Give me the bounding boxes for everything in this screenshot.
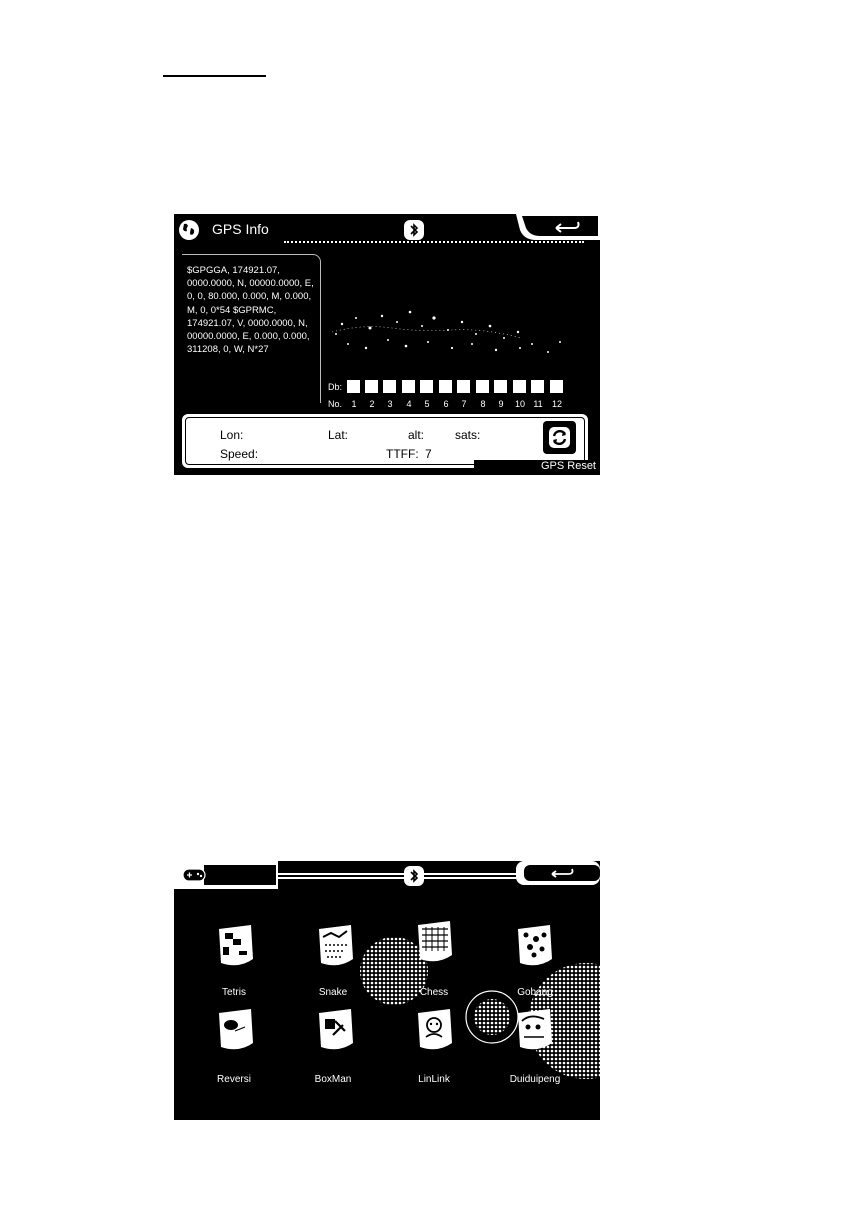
chess-icon[interactable]	[410, 919, 456, 965]
gps-reset-label: GPS Reset	[540, 460, 596, 472]
title-bar	[174, 214, 600, 244]
gps-info-screen	[174, 214, 600, 475]
signal-bar	[365, 380, 378, 393]
channel-number: 12	[551, 399, 562, 409]
game-label-snake[interactable]: Snake	[318, 987, 348, 998]
lat-label: Lat:	[328, 428, 349, 442]
game-label-duiduipeng[interactable]: Duiduipeng	[509, 1074, 561, 1085]
signal-bar	[439, 380, 452, 393]
signal-bar	[476, 380, 489, 393]
channel-number: 9	[498, 399, 504, 409]
lon-label: Lon:	[220, 428, 244, 442]
signal-bar	[347, 380, 360, 393]
no-label: No.	[328, 399, 343, 409]
channel-number: 1	[351, 399, 357, 409]
channel-number: 7	[461, 399, 467, 409]
snake-icon[interactable]	[311, 923, 357, 969]
game-label-tetris[interactable]: Tetris	[222, 987, 246, 998]
channel-number: 3	[387, 399, 393, 409]
gps-reset-button[interactable]	[543, 421, 576, 454]
title-bar-dots	[284, 241, 584, 243]
ttff-label: TTFF:	[386, 447, 419, 461]
linlink-icon[interactable]	[410, 1007, 456, 1053]
channel-number: 5	[424, 399, 430, 409]
channel-number: 6	[443, 399, 449, 409]
signal-bar	[531, 380, 544, 393]
channel-number: 8	[480, 399, 486, 409]
refresh-icon	[543, 421, 576, 454]
alt-label: alt:	[408, 428, 425, 442]
reversi-icon[interactable]	[211, 1007, 257, 1053]
tetris-icon[interactable]	[211, 923, 257, 969]
globe-icon[interactable]	[178, 219, 200, 241]
signal-bar	[513, 380, 526, 393]
screen-title: GPS Info	[212, 221, 269, 237]
channel-number: 2	[369, 399, 375, 409]
bluetooth-icon[interactable]	[403, 219, 425, 241]
nmea-text: $GPGGA, 174921.07, 0000.0000, N, 00000.0000, E, 0, 0, 80.000, 0.000, M, 0.000, M, 0, 0*54 $GPRMC, 174921.07, V, 0000.0000, N, 00000.0000, E, 0.000, 0.000, 311208, 0, W, N*27	[187, 265, 314, 356]
game-label-reversi[interactable]: Reversi	[217, 1074, 251, 1085]
ttff-value: 7	[425, 447, 432, 461]
top-rule	[163, 75, 266, 77]
channel-number: 10	[514, 399, 525, 409]
game-label-boxman[interactable]: BoxMan	[314, 1074, 352, 1085]
games-screen	[174, 861, 600, 1120]
signal-bar	[550, 380, 563, 393]
signal-bar	[383, 380, 396, 393]
boxman-icon[interactable]	[311, 1007, 357, 1053]
duiduipeng-icon[interactable]	[510, 1007, 556, 1053]
satellite-sky-view	[322, 304, 572, 364]
game-label-linlink[interactable]: LinLink	[418, 1074, 450, 1085]
signal-bar	[420, 380, 433, 393]
channel-number: 11	[533, 399, 543, 409]
signal-bar	[457, 380, 470, 393]
game-label-chess[interactable]: Chess	[419, 987, 449, 998]
game-label-gobang[interactable]: Gobang	[517, 987, 553, 998]
signal-bar	[494, 380, 507, 393]
db-label: Db:	[328, 382, 343, 392]
channel-number: 4	[406, 399, 412, 409]
sats-label: sats:	[455, 428, 481, 442]
gobang-icon[interactable]	[510, 923, 556, 969]
gps-reset-strip[interactable]	[474, 460, 600, 475]
back-button[interactable]	[516, 214, 600, 240]
signal-bar	[402, 380, 415, 393]
speed-label: Speed:	[220, 447, 259, 461]
